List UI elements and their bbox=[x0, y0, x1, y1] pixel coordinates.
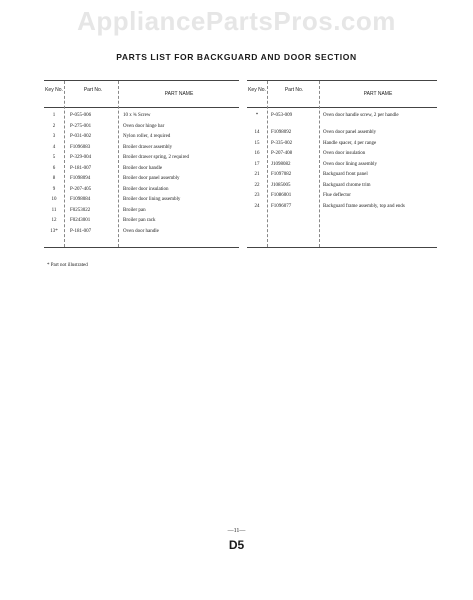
key-cell: 8 bbox=[52, 176, 56, 181]
part-name-cell: Broiler door panel assembly bbox=[123, 176, 180, 181]
part-number-cell: F1097082 bbox=[271, 172, 292, 177]
part-name-cell: Broiler door insulation bbox=[123, 186, 169, 192]
part-number-cell: P-335-002 bbox=[271, 140, 293, 146]
part-number-cell: P-207-408 bbox=[271, 151, 293, 156]
part-number-cell: J1098082 bbox=[271, 161, 291, 167]
table-row bbox=[44, 197, 239, 208]
table-row bbox=[44, 176, 239, 187]
key-cell: 6 bbox=[52, 165, 56, 171]
part-name-cell: Backguard front panel bbox=[323, 172, 368, 177]
part-number-cell: P-181-007 bbox=[70, 228, 92, 234]
key-cell: 14 bbox=[254, 130, 260, 135]
part-no-header: Part No. bbox=[284, 87, 304, 93]
key-cell: 1 bbox=[52, 113, 56, 118]
part-name-cell: Oven door handle screw, 2 per handle bbox=[323, 113, 399, 118]
part-name-header: PART NAME bbox=[164, 91, 194, 97]
part-number-cell: P-053-009 bbox=[271, 113, 293, 118]
key-cell: * bbox=[255, 113, 259, 118]
part-name-cell: Broiler pan bbox=[123, 207, 146, 213]
key-cell: 21 bbox=[254, 172, 260, 177]
table-body bbox=[44, 113, 239, 239]
table-row bbox=[44, 134, 239, 145]
part-number-cell: F1098094 bbox=[70, 176, 91, 181]
part-name-cell: Oven door panel assembly bbox=[323, 130, 377, 135]
page-title: PARTS LIST FOR BACKGUARD AND DOOR SECTION bbox=[116, 52, 357, 62]
key-cell: 16 bbox=[254, 151, 260, 156]
part-number-cell: F1098092 bbox=[271, 130, 292, 135]
key-cell: 10 bbox=[51, 197, 57, 202]
part-name-cell: Nylon roller, 4 required bbox=[123, 134, 171, 139]
table-row bbox=[44, 166, 239, 177]
table-header bbox=[247, 81, 437, 108]
part-number-cell: F1096077 bbox=[271, 203, 292, 209]
part-name-cell: Handle spacer, 4 per range bbox=[323, 140, 377, 146]
part-name-cell: Backguard chrome trim bbox=[323, 182, 371, 188]
part-number-cell: F1098084 bbox=[70, 197, 91, 202]
part-name-cell: Broiler pan rack bbox=[123, 218, 156, 223]
key-cell: 3 bbox=[52, 134, 56, 139]
table-row bbox=[247, 141, 437, 152]
table-row bbox=[44, 124, 239, 135]
table-row bbox=[247, 172, 437, 183]
key-cell: 5 bbox=[52, 155, 56, 160]
key-cell: 15 bbox=[254, 140, 260, 146]
table-row bbox=[44, 208, 239, 219]
table-row bbox=[44, 113, 239, 124]
part-number-cell: P-275-001 bbox=[70, 123, 92, 129]
part-number-cell: P-329-004 bbox=[70, 155, 92, 160]
part-name-cell: 10 x ¾ Screw bbox=[123, 113, 151, 118]
key-cell: 2 bbox=[52, 123, 56, 129]
table-row bbox=[247, 204, 437, 221]
key-cell: 22 bbox=[254, 182, 260, 188]
part-name-cell: Broiler door handle bbox=[123, 165, 163, 171]
part-name-cell: Backguard frame assembly, top and ends bbox=[323, 203, 405, 209]
key-cell: 9 bbox=[52, 186, 56, 192]
table-row bbox=[247, 113, 437, 130]
table-row bbox=[247, 130, 437, 141]
part-number-cell: P-031-002 bbox=[70, 134, 92, 139]
part-number-cell: F0253022 bbox=[70, 207, 91, 213]
table-row bbox=[247, 193, 437, 204]
part-name-cell: Oven door hinge bar bbox=[123, 123, 165, 129]
part-name-cell: Oven door handle bbox=[123, 228, 159, 234]
table-row bbox=[247, 183, 437, 194]
footnote: * Part not illustrated bbox=[47, 263, 88, 268]
part-name-cell: Broiler drawer spring, 2 required bbox=[123, 155, 189, 160]
key-cell: 23 bbox=[254, 193, 260, 198]
part-name-cell: Oven door insulation bbox=[323, 151, 366, 156]
table-body bbox=[247, 113, 437, 221]
key-cell: 17 bbox=[254, 161, 260, 167]
part-name-cell: Broiler door lining assembly bbox=[123, 197, 181, 202]
table-row bbox=[247, 162, 437, 173]
key-cell: 24 bbox=[254, 203, 260, 209]
part-number-cell: J1085005 bbox=[271, 182, 291, 188]
part-number-cell: P-055-006 bbox=[70, 113, 92, 118]
table-header bbox=[44, 81, 239, 108]
key-cell: 11 bbox=[51, 207, 57, 213]
part-number-cell: F0243001 bbox=[70, 218, 91, 223]
key-header: Key No. bbox=[45, 87, 63, 93]
part-name-cell: Flue deflector bbox=[323, 193, 351, 198]
part-name-cell: Oven door lining assembly bbox=[323, 161, 378, 167]
table-row bbox=[44, 187, 239, 198]
key-cell: 4 bbox=[52, 144, 56, 150]
parts-table-left bbox=[44, 80, 239, 248]
part-number-cell: F1086001 bbox=[271, 193, 292, 198]
part-no-header: Part No. bbox=[83, 87, 103, 93]
key-cell: 12 bbox=[51, 218, 57, 223]
page-id: D5 bbox=[228, 538, 245, 552]
table-row bbox=[44, 145, 239, 156]
table-row bbox=[44, 155, 239, 166]
watermark: AppliancePartsPros.com bbox=[77, 6, 396, 36]
key-header: Key No. bbox=[248, 87, 266, 93]
part-number-cell: P-181-007 bbox=[70, 165, 92, 171]
key-cell: 13* bbox=[50, 228, 58, 234]
part-name-cell: Broiler drawer assembly bbox=[123, 144, 173, 150]
table-row bbox=[44, 218, 239, 229]
table-row bbox=[44, 229, 239, 240]
page-number: —11— bbox=[227, 528, 246, 534]
table-row bbox=[247, 151, 437, 162]
parts-table-right bbox=[247, 80, 437, 248]
part-name-header: PART NAME bbox=[363, 91, 393, 97]
part-number-cell: F1096083 bbox=[70, 144, 91, 150]
part-number-cell: P-207-405 bbox=[70, 186, 92, 192]
